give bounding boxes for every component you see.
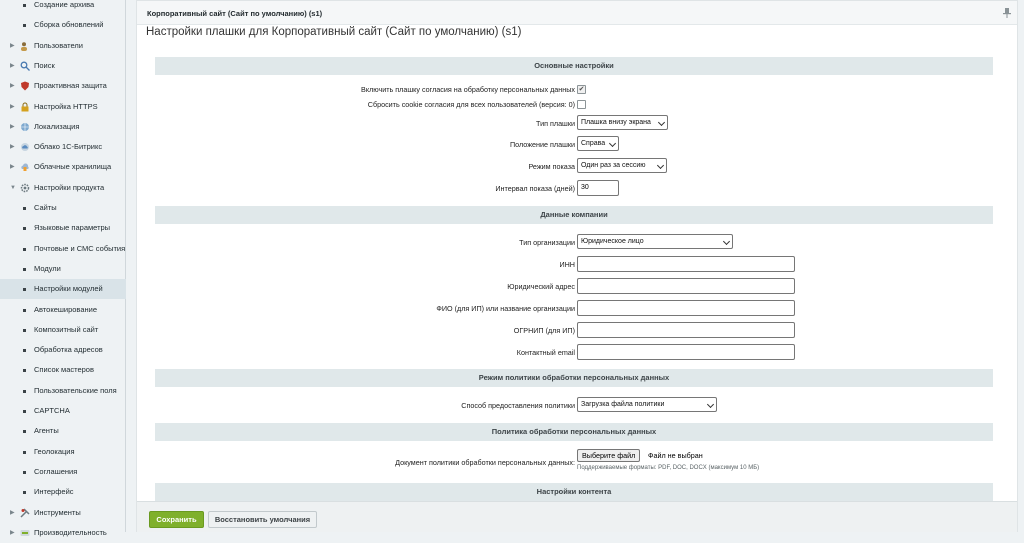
cloud-icon <box>20 142 30 152</box>
enable-banner-label: Включить плашку согласия на обработку персональных данных <box>361 85 575 94</box>
admin-sidebar <box>0 0 126 537</box>
bullet-icon <box>23 24 26 27</box>
section-basic-settings: Основные настройки <box>155 57 993 75</box>
bullet-icon <box>23 451 26 454</box>
sidebar-item[interactable] <box>0 523 126 543</box>
section-policy-mode: Режим политики обработки персональных данных <box>155 369 993 387</box>
banner-type-select[interactable] <box>577 115 668 130</box>
chevron-right-icon[interactable]: ▶ <box>10 83 15 90</box>
contact-email-input[interactable] <box>577 344 795 360</box>
sidebar-item-label: Сборка обновлений <box>34 20 104 30</box>
policy-document-label: Документ политики обработки персональных данных: <box>395 458 575 467</box>
section-company-data: Данные компании <box>155 206 993 224</box>
sidebar-item-label: Пользователи <box>34 40 83 50</box>
sidebar-item-label: Композитный сайт <box>34 324 99 334</box>
sidebar-item-label: Поиск <box>34 60 55 70</box>
sidebar-item-label: Модули <box>34 263 61 273</box>
policy-method-select[interactable] <box>577 397 717 412</box>
sidebar-item-label: Пользовательские поля <box>34 385 117 395</box>
search-icon <box>20 61 30 71</box>
gear-icon <box>20 183 30 193</box>
banner-type-value: Плашка внизу экрана <box>581 119 651 126</box>
inn-label: ИНН <box>559 260 575 269</box>
tab-bar <box>137 1 1017 25</box>
save-button[interactable]: Сохранить <box>149 511 204 528</box>
sidebar-item-label: Настройка HTTPS <box>34 101 98 111</box>
sidebar-item-label: Проактивная защита <box>34 81 107 91</box>
sidebar-item[interactable] <box>0 300 126 320</box>
sidebar-item[interactable] <box>0 279 126 299</box>
sidebar-item[interactable] <box>0 503 126 523</box>
sidebar-item[interactable] <box>0 0 126 15</box>
sidebar-item[interactable] <box>0 482 126 502</box>
org-type-value: Юридическое лицо <box>581 238 644 245</box>
banner-position-value: Справа <box>581 140 606 147</box>
banner-position-label: Положение плашки <box>510 140 575 149</box>
sidebar-item[interactable] <box>0 198 126 218</box>
sidebar-item[interactable] <box>0 56 126 76</box>
sidebar-item[interactable] <box>0 76 126 96</box>
bullet-icon <box>23 288 26 291</box>
sidebar-item[interactable] <box>0 239 126 259</box>
chevron-down-icon[interactable]: ▼ <box>10 184 16 191</box>
sidebar-item-label: Создание архива <box>34 0 95 9</box>
banner-position-select[interactable] <box>577 136 619 151</box>
chevron-right-icon[interactable]: ▶ <box>10 509 15 516</box>
sidebar-item[interactable] <box>0 401 126 421</box>
users-icon <box>20 41 30 51</box>
sidebar-item-label: Почтовые и СМС события <box>34 243 126 253</box>
enable-banner-checkbox[interactable] <box>577 85 586 94</box>
sidebar-item[interactable] <box>0 259 126 279</box>
reset-cookie-checkbox[interactable] <box>577 100 586 109</box>
sidebar-item-label: Интерфейс <box>34 487 74 497</box>
restore-defaults-button[interactable]: Восстановить умолчания <box>208 511 317 528</box>
bullet-icon <box>23 248 26 251</box>
settings-form <box>155 57 993 501</box>
bullet-icon <box>23 309 26 312</box>
bullet-icon <box>23 369 26 372</box>
shield-icon <box>20 81 30 91</box>
bullet-icon <box>23 491 26 494</box>
chevron-down-icon <box>707 401 714 408</box>
no-file-status: Файл не выбран <box>648 451 703 460</box>
org-type-select[interactable] <box>577 234 733 249</box>
sidebar-item[interactable] <box>0 360 126 380</box>
sidebar-item[interactable] <box>0 15 126 35</box>
chevron-right-icon[interactable]: ▶ <box>10 164 15 171</box>
chevron-right-icon[interactable]: ▶ <box>10 103 15 110</box>
tools-icon <box>20 508 30 518</box>
policy-method-value: Загрузка файла политики <box>581 401 665 408</box>
ogrnip-label: ОГРНИП (для ИП) <box>513 326 575 335</box>
choose-file-button[interactable]: Выберите файл <box>577 449 640 462</box>
sidebar-item[interactable] <box>0 381 126 401</box>
sidebar-item-label: Настройки модулей <box>34 284 103 294</box>
bullet-icon <box>23 268 26 271</box>
main-panel <box>136 0 1018 532</box>
chevron-down-icon <box>723 238 730 245</box>
sidebar-item[interactable] <box>0 178 126 198</box>
bullet-icon <box>23 4 26 7</box>
sidebar-item-label: Геолокация <box>34 446 75 456</box>
sidebar-item-label: Настройки продукта <box>34 182 105 192</box>
section-content-settings: Настройки контента <box>155 483 993 501</box>
section-policy: Политика обработки персональных данных <box>155 423 993 441</box>
sidebar-item[interactable] <box>0 117 126 137</box>
chevron-down-icon <box>609 140 616 147</box>
sidebar-item-label: Автокеширование <box>34 304 98 314</box>
sidebar-item-label: Языковые параметры <box>34 223 111 233</box>
bullet-icon <box>23 471 26 474</box>
sidebar-item-label: Список мастеров <box>34 365 94 375</box>
chevron-down-icon <box>658 119 665 126</box>
sidebar-item-label: Инструменты <box>34 507 81 517</box>
org-name-input[interactable] <box>577 300 795 316</box>
ogrnip-input[interactable] <box>577 322 795 338</box>
bullet-icon <box>23 227 26 230</box>
sidebar-item-label: Локализация <box>34 121 80 131</box>
bullet-icon <box>23 349 26 352</box>
chevron-right-icon[interactable]: ▶ <box>10 42 15 49</box>
display-mode-select[interactable] <box>577 158 667 173</box>
checkmark-icon: ✔ <box>578 86 585 93</box>
sidebar-item[interactable] <box>0 320 126 340</box>
sidebar-item[interactable] <box>0 218 126 238</box>
sidebar-item[interactable] <box>0 137 126 157</box>
org-name-label: ФИО (для ИП) или название организации <box>436 304 575 313</box>
sidebar-item[interactable] <box>0 340 126 360</box>
bullet-icon <box>23 390 26 393</box>
pin-icon[interactable] <box>1003 8 1011 18</box>
legal-address-label: Юридический адрес <box>507 282 575 291</box>
display-mode-value: Один раз за сессию <box>581 162 646 169</box>
form-footer <box>137 501 1017 532</box>
banner-type-label: Тип плашки <box>536 119 575 128</box>
sidebar-item-label: Облако 1С-Битрикс <box>34 142 103 152</box>
sidebar-item-label: Обработка адресов <box>34 345 103 355</box>
sidebar-item-label: Сайты <box>34 203 57 212</box>
chevron-right-icon[interactable]: ▶ <box>10 62 15 69</box>
sidebar-item-label: Облачные хранилища <box>34 162 112 172</box>
chevron-right-icon[interactable]: ▶ <box>10 123 15 130</box>
sidebar-item-label: CAPTCHA <box>34 406 70 415</box>
policy-method-label: Способ предоставления политики <box>461 401 575 410</box>
lock-icon <box>20 102 30 112</box>
sidebar-item[interactable] <box>0 442 126 462</box>
performance-icon <box>20 528 30 538</box>
chevron-down-icon <box>657 162 664 169</box>
storage-icon <box>20 162 30 172</box>
org-type-label: Тип организации <box>519 238 575 247</box>
chevron-right-icon[interactable]: ▶ <box>10 144 15 151</box>
contact-email-label: Контактный email <box>516 348 575 357</box>
bullet-icon <box>23 329 26 332</box>
inn-input[interactable] <box>577 256 795 272</box>
tab-title[interactable]: Корпоративный сайт (Сайт по умолчанию) (s1) <box>147 9 323 18</box>
sidebar-item-label: Производительность <box>34 527 107 537</box>
page-title: Настройки плашки для Корпоративный сайт (Сайт по умолчанию) (s1) <box>146 26 522 38</box>
sidebar-item[interactable] <box>0 36 126 56</box>
chevron-right-icon[interactable]: ▶ <box>10 529 15 536</box>
formats-hint: Поддерживаемые форматы: PDF, DOC, DOCX (максимум 10 МБ) <box>577 465 760 471</box>
reset-cookie-label: Сбросить cookie согласия для всех пользователей (версия: 0) <box>367 100 575 109</box>
sidebar-item[interactable] <box>0 97 126 117</box>
sidebar-item[interactable] <box>0 157 126 177</box>
legal-address-input[interactable] <box>577 278 795 294</box>
sidebar-item[interactable] <box>0 421 126 441</box>
bullet-icon <box>23 410 26 413</box>
interval-label: Интервал показа (дней) <box>495 184 575 193</box>
globe-icon <box>20 122 30 132</box>
interval-input[interactable]: 30 <box>577 180 619 196</box>
sidebar-item-label: Агенты <box>34 426 59 436</box>
sidebar-item-label: Соглашения <box>34 466 78 476</box>
sidebar-item[interactable] <box>0 462 126 482</box>
bullet-icon <box>23 430 26 433</box>
bullet-icon <box>23 207 26 210</box>
display-mode-label: Режим показа <box>528 162 575 171</box>
